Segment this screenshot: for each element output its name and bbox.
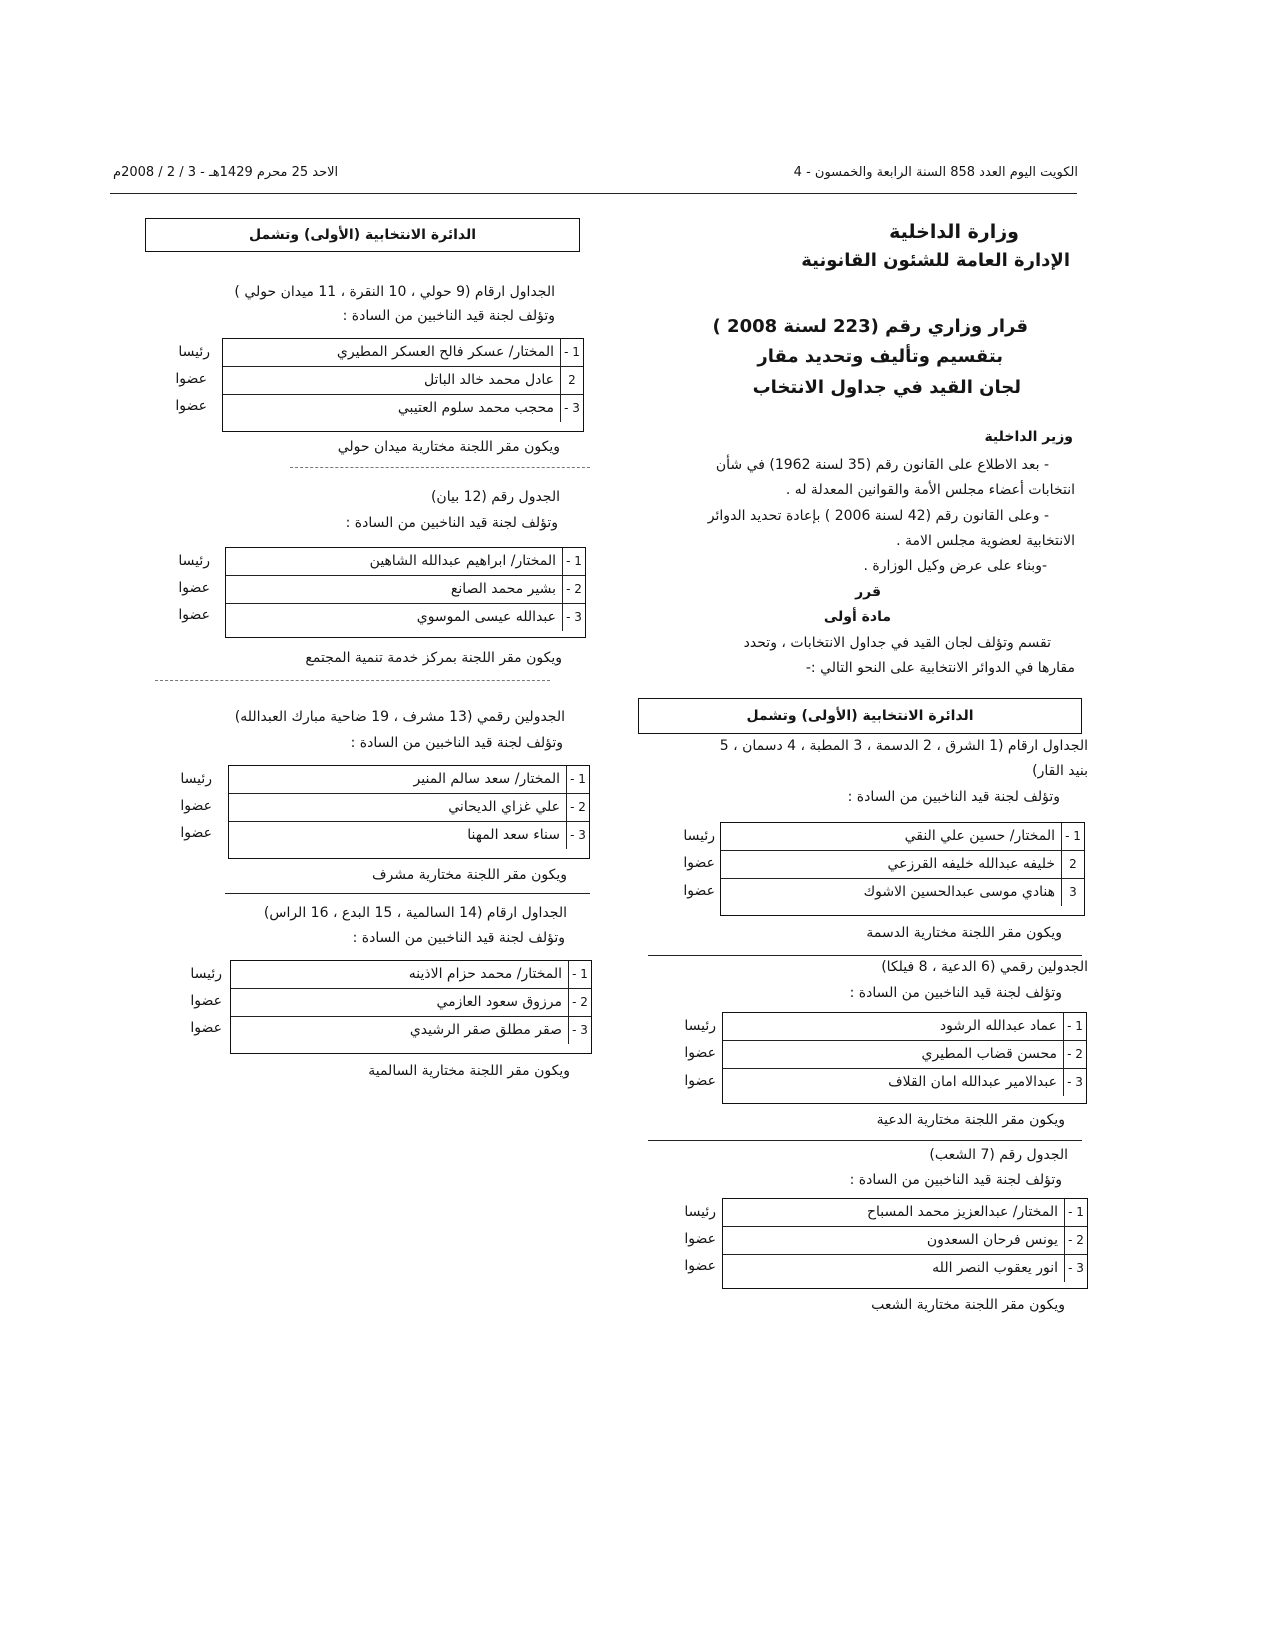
preamble-line: الانتخابية لعضوية مجلس الامة . — [896, 533, 1075, 549]
member-number: 3 - — [1063, 1069, 1086, 1096]
committee-formed-by: وتؤلف لجنة قيد الناخبين من السادة : — [352, 930, 565, 946]
committee-formed-by: وتؤلف لجنة قيد الناخبين من السادة : — [847, 789, 1060, 805]
committee-tables: الجدولين رقمي (6 الدعية ، 8 فيلكا) — [881, 959, 1088, 975]
section-rule — [648, 955, 1082, 956]
member-name: هنادي موسى عبدالحسين الاشوك — [863, 884, 1055, 900]
member-row — [231, 1017, 591, 1044]
committee-formed-by: وتؤلف لجنة قيد الناخبين من السادة : — [350, 735, 563, 751]
preamble-line: - وعلى القانون رقم (42 لسنة 2006 ) بإعادة تحديد الدوائر — [707, 508, 1049, 524]
member-name: محسن قضاب المطيري — [921, 1046, 1057, 1062]
member-number: 2 - — [562, 576, 585, 603]
member-role: عضوا — [190, 993, 222, 1009]
member-row — [723, 1041, 1086, 1069]
member-row — [229, 766, 589, 794]
member-name: بشير محمد الصانع — [450, 581, 556, 597]
committee-seat: ويكون مقر اللجنة بمركز خدمة تنمية المجتمع — [305, 650, 562, 666]
member-row — [721, 879, 1084, 906]
member-number: 2 - — [568, 989, 591, 1016]
header-date: الاحد 25 محرم 1429هـ - 3 / 2 / 2008م — [113, 165, 339, 180]
member-row — [229, 794, 589, 822]
member-role: عضوا — [683, 855, 715, 871]
member-row — [223, 367, 583, 395]
preamble-line: - بعد الاطلاع على القانون رقم (35 لسنة 1962) في شأن — [715, 457, 1049, 473]
member-number: 1 - — [562, 548, 585, 575]
member-role: رئيسا — [178, 344, 210, 360]
member-number: 1 - — [1061, 823, 1084, 850]
preamble-line: -وبناء على عرض وكيل الوزارة . — [863, 558, 1047, 574]
member-number: 1 - — [566, 766, 589, 793]
committee-tables: الجدول رقم (7 الشعب) — [929, 1147, 1068, 1163]
member-name: صقر مطلق صقر الرشيدي — [409, 1022, 562, 1038]
committee-formed-by: وتؤلف لجنة قيد الناخبين من السادة : — [342, 308, 555, 324]
member-role: عضوا — [683, 883, 715, 899]
committee-tables: الجداول ارقام (14 السالمية ، 15 البدع ، 16 الراس) — [263, 905, 567, 921]
member-number: 2 - — [566, 794, 589, 821]
member-role: رئيسا — [684, 1204, 716, 1220]
member-row — [723, 1199, 1087, 1227]
member-role: عضوا — [684, 1045, 716, 1061]
member-name: مرزوق سعود العازمي — [436, 994, 562, 1010]
article-heading: مادة أولى — [823, 609, 891, 625]
member-number: 2 — [560, 367, 583, 394]
member-number: 3 - — [560, 395, 583, 422]
committee-tables: الجدولين رقمي (13 مشرف ، 19 ضاحية مبارك العبدالله) — [234, 709, 565, 725]
member-row — [231, 989, 591, 1017]
member-number: 2 - — [1064, 1227, 1087, 1254]
header-rule — [110, 193, 1077, 194]
member-name: المختار/ حسين علي النقي — [904, 828, 1055, 844]
committee-seat: ويكون مقر اللجنة مختارية الشعب — [871, 1297, 1065, 1313]
member-row — [723, 1255, 1087, 1282]
member-role: عضوا — [190, 1020, 222, 1036]
committee-formed-by: وتؤلف لجنة قيد الناخبين من السادة : — [849, 1172, 1062, 1188]
committee-seat: ويكون مقر اللجنة مختارية مشرف — [372, 867, 567, 883]
member-role: رئيسا — [684, 1018, 716, 1034]
member-name: المختار/ محمد حزام الاذينه — [408, 966, 562, 982]
member-number: 3 - — [1064, 1255, 1087, 1282]
member-row — [723, 1227, 1087, 1255]
committee-table — [722, 1012, 1087, 1104]
member-row — [226, 548, 585, 576]
member-name: سناء سعد المهنا — [467, 827, 560, 843]
section-rule — [648, 1140, 1082, 1141]
member-role: عضوا — [178, 580, 210, 596]
member-name: عماد عبدالله الرشود — [939, 1018, 1057, 1034]
committee-table — [222, 338, 584, 432]
committee-seat: ويكون مقر اللجنة مختارية السالمية — [368, 1063, 570, 1079]
member-role: عضوا — [175, 398, 207, 414]
member-number: 2 - — [1063, 1041, 1086, 1068]
committee-tables: الجداول ارقام (9 حولي ، 10 النقرة ، 11 ميدان حولي ) — [234, 284, 555, 300]
ministry-name: وزارة الداخلية — [889, 221, 1019, 243]
member-name: المختار/ ابراهيم عبدالله الشاهين — [369, 553, 556, 569]
member-role: رئيسا — [178, 553, 210, 569]
member-number: 3 - — [562, 604, 585, 631]
member-name: عادل محمد خالد الباتل — [423, 372, 554, 388]
member-name: خليفه عبدالله خليفه القرزعي — [887, 856, 1055, 872]
committee-formed-by: وتؤلف لجنة قيد الناخبين من السادة : — [849, 985, 1062, 1001]
member-row — [721, 823, 1084, 851]
committee-table — [722, 1198, 1088, 1289]
member-name: المختار/ عسكر فالح العسكر المطيري — [336, 344, 554, 360]
member-role: عضوا — [180, 798, 212, 814]
decision-title-line-1: قرار وزاري رقم (223 لسنة 2008 ) — [712, 316, 1028, 337]
section-rule — [155, 680, 550, 681]
committee-table — [225, 547, 586, 638]
committee-table — [720, 822, 1085, 916]
member-number: 3 - — [568, 1017, 591, 1044]
member-row — [223, 395, 583, 422]
preamble-line: انتخابات أعضاء مجلس الأمة والقوانين المعدلة له . — [785, 482, 1075, 498]
member-role: عضوا — [178, 607, 210, 623]
member-name: عبدالله عيسى الموسوي — [416, 609, 556, 625]
district-box: الدائرة الانتخابية (الأولى) وتشمل — [638, 698, 1082, 734]
decision-title-line-2: بتقسيم وتأليف وتحديد مقار — [757, 346, 1003, 367]
header-issue: الكويت اليوم العدد 858 السنة الرابعة والخمسون - 4 — [793, 165, 1078, 180]
member-name: علي غزاي الديحاني — [448, 799, 560, 815]
member-role: رئيسا — [190, 966, 222, 982]
ministry-department: الإدارة العامة للشئون القانونية — [801, 250, 1070, 271]
member-row — [231, 961, 591, 989]
member-row — [226, 576, 585, 604]
committee-seat: ويكون مقر اللجنة مختارية الدعية — [876, 1112, 1065, 1128]
member-name: المختار/ سعد سالم المنير — [413, 771, 560, 787]
member-number: 1 - — [560, 339, 583, 366]
decided-heading: قرر — [855, 584, 881, 600]
member-number: 3 - — [566, 822, 589, 849]
committee-tables: الجدول رقم (12 بيان) — [430, 489, 560, 505]
member-row — [721, 851, 1084, 879]
member-row — [229, 822, 589, 849]
member-row — [723, 1069, 1086, 1096]
committee-seat: ويكون مقر اللجنة مختارية ميدان حولي — [337, 439, 560, 455]
member-role: عضوا — [684, 1073, 716, 1089]
committee-seat: ويكون مقر اللجنة مختارية الدسمة — [866, 925, 1062, 941]
member-number: 1 - — [1064, 1199, 1087, 1226]
committee-table — [230, 960, 592, 1054]
member-name: يونس فرحان السعدون — [926, 1232, 1058, 1248]
member-number: 3 — [1061, 879, 1084, 906]
member-number: 2 — [1061, 851, 1084, 878]
member-role: رئيسا — [683, 828, 715, 844]
section-rule — [225, 893, 590, 894]
article-text-line: مقارها في الدوائر الانتخابية على النحو التالي :- — [805, 660, 1075, 676]
committee-tables: بنيد القار) — [1032, 763, 1088, 779]
member-role: عضوا — [180, 825, 212, 841]
member-name: محجب محمد سلوم العتيبي — [397, 400, 554, 416]
district-box: الدائرة الانتخابية (الأولى) وتشمل — [145, 218, 580, 252]
member-name: انور يعقوب النصر الله — [932, 1260, 1058, 1276]
member-name: عبدالامير عبدالله امان القلاف — [888, 1074, 1057, 1090]
committee-formed-by: وتؤلف لجنة قيد الناخبين من السادة : — [345, 515, 558, 531]
member-role: عضوا — [684, 1258, 716, 1274]
member-number: 1 - — [1063, 1013, 1086, 1040]
member-row — [226, 604, 585, 631]
member-name: المختار/ عبدالعزيز محمد المسباح — [866, 1204, 1058, 1220]
member-number: 1 - — [568, 961, 591, 988]
article-text-line: تقسم وتؤلف لجان القيد في جداول الانتخابات ، وتحدد — [743, 635, 1051, 651]
member-row — [723, 1013, 1086, 1041]
decision-title-line-3: لجان القيد في جداول الانتخاب — [752, 377, 1021, 398]
member-row — [223, 339, 583, 367]
member-role: عضوا — [684, 1231, 716, 1247]
committee-table — [228, 765, 590, 859]
member-role: عضوا — [175, 371, 207, 387]
section-rule — [290, 467, 590, 468]
committee-tables: الجداول ارقام (1 الشرق ، 2 الدسمة ، 3 المطبة ، 4 دسمان ، 5 — [719, 738, 1088, 754]
decision-issuer: وزير الداخلية — [984, 429, 1073, 445]
member-role: رئيسا — [180, 771, 212, 787]
